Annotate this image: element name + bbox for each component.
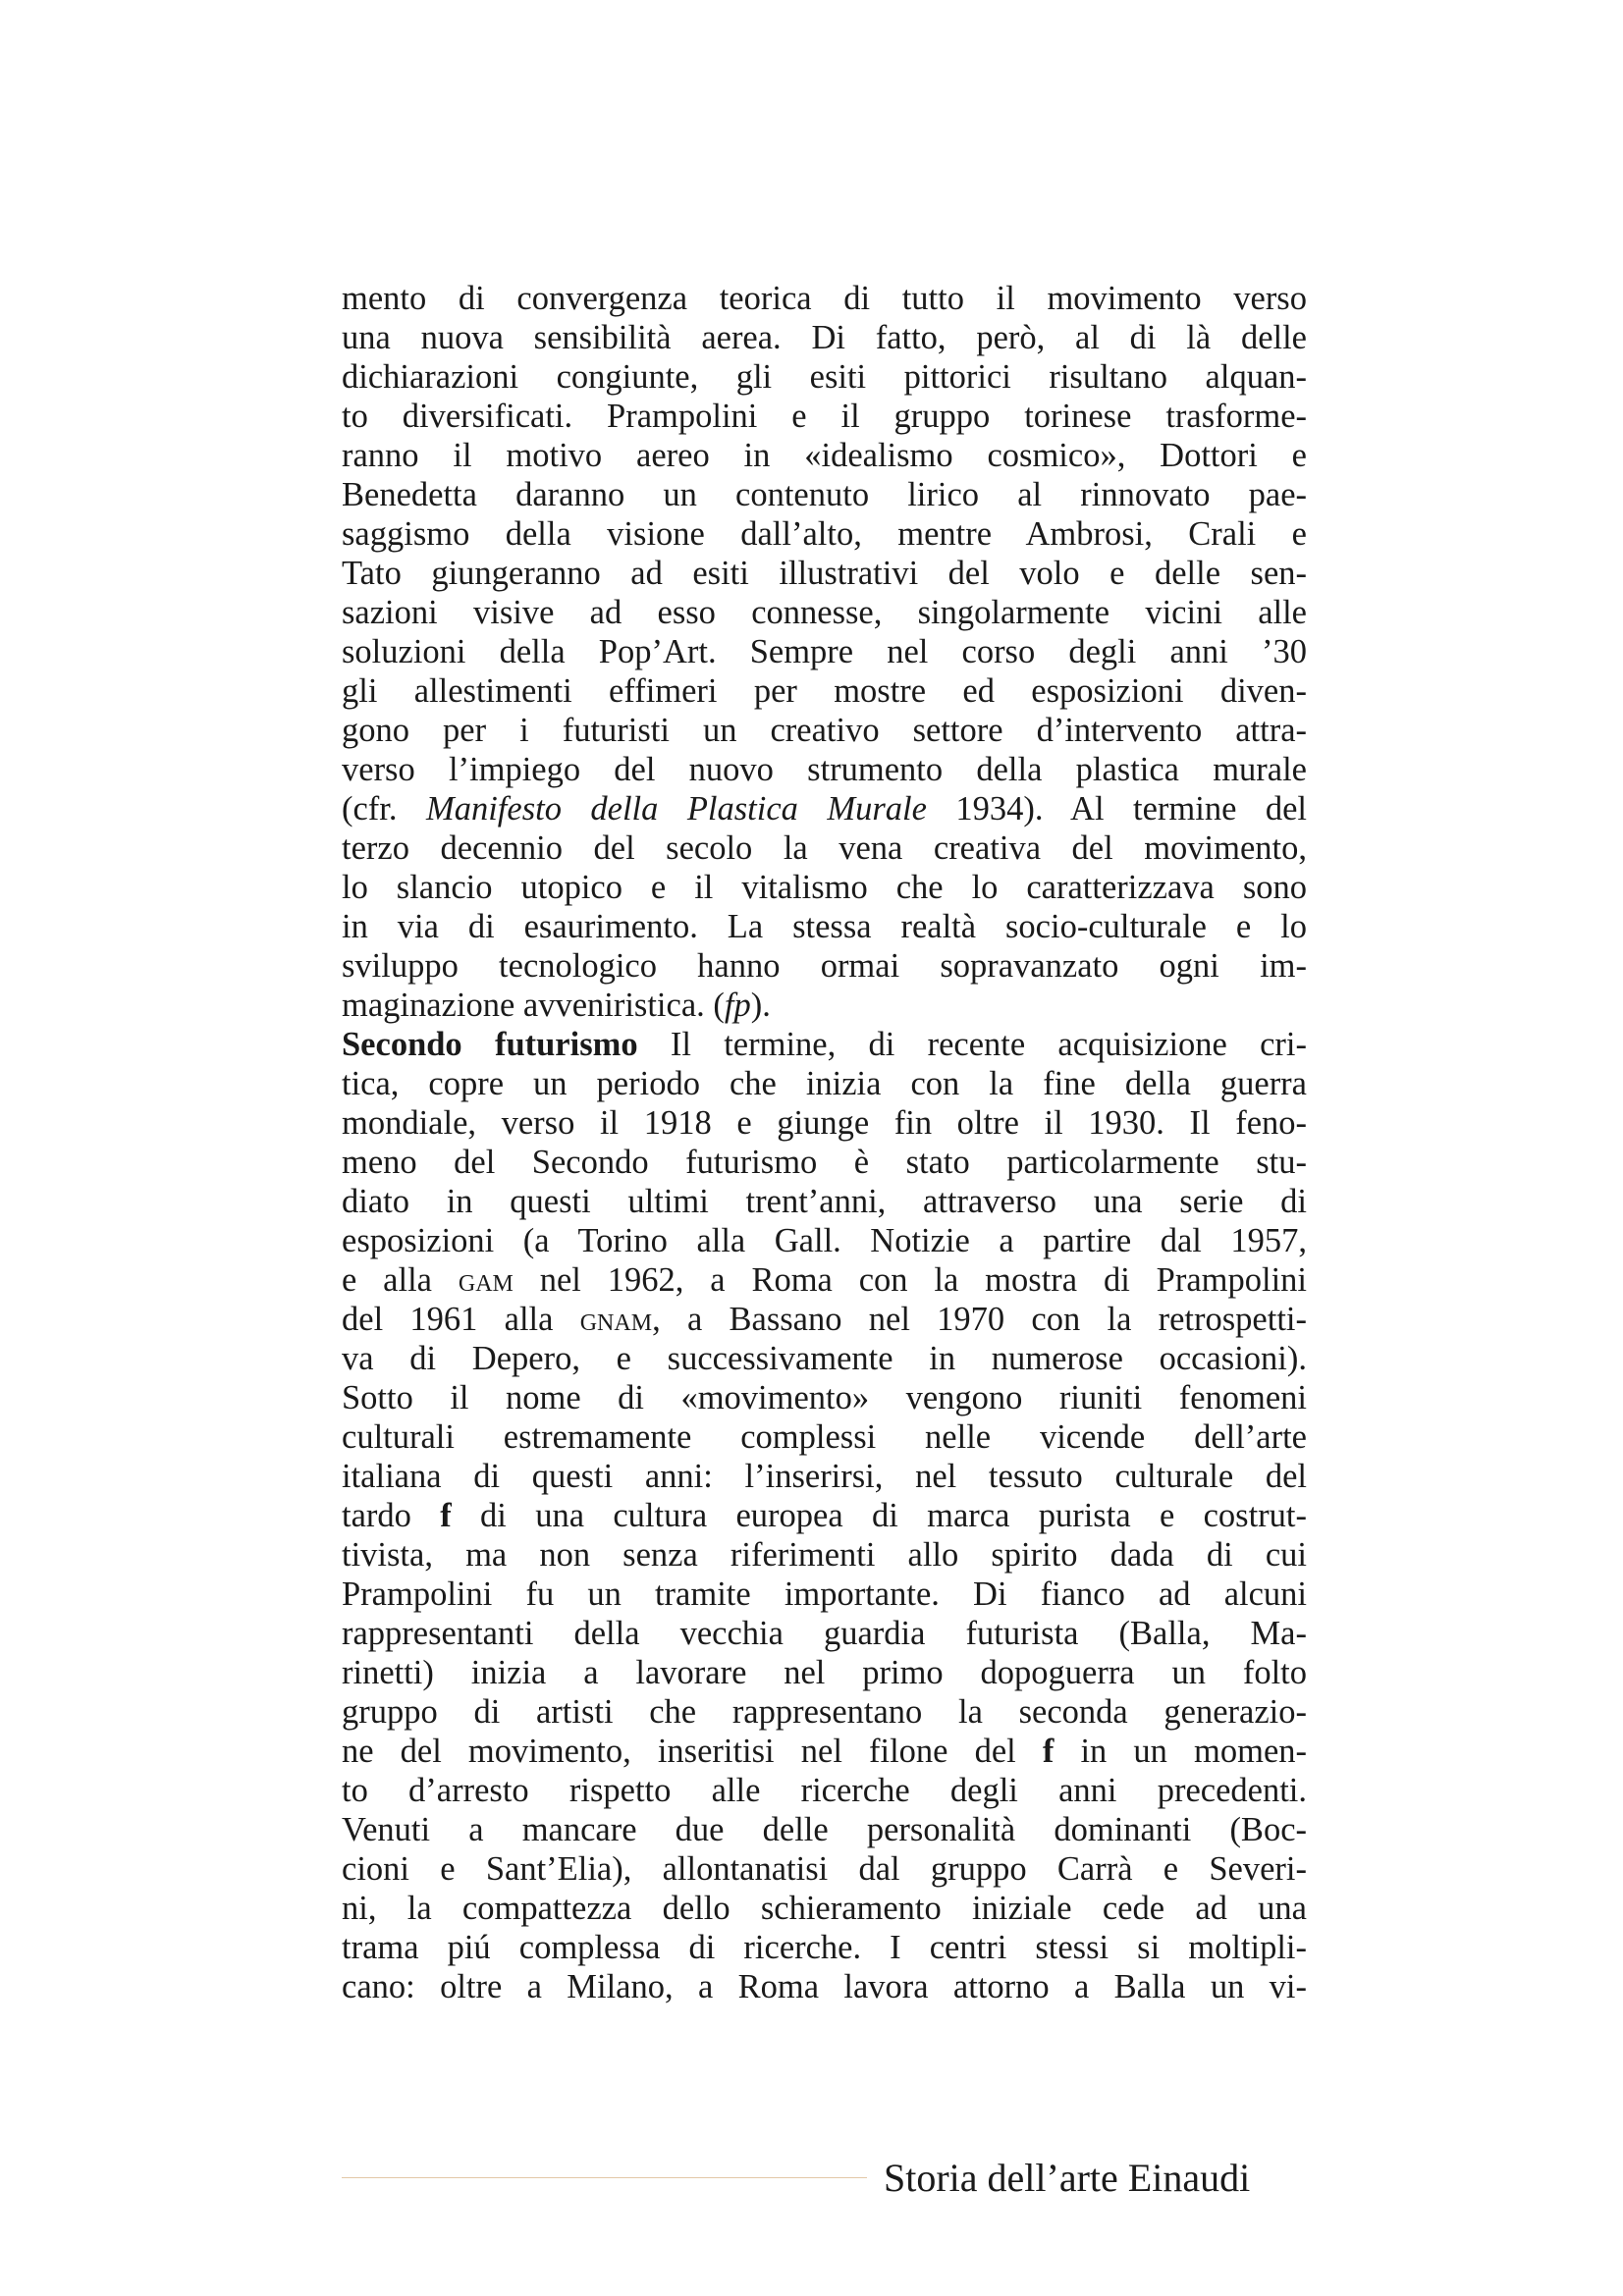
text-line [342, 1967, 1307, 2006]
text-line [342, 475, 1307, 514]
text-run: in via di esaurimento. La stessa realtà socio-culturale e lo [342, 908, 1307, 945]
text-line [342, 1496, 1307, 1535]
text-run: Il termine, di recente acquisizione cri- [637, 1026, 1307, 1063]
text-run: esposizioni (a Torino alla Gall. Notizie a partire dal 1957, [342, 1222, 1307, 1259]
text-line [342, 1732, 1307, 1771]
text-run: 1934). Al termine del [926, 790, 1307, 828]
text-line [342, 711, 1307, 750]
text-run: sviluppo tecnologico hanno ormai sopravanzato ogni im- [342, 947, 1307, 985]
text-run: gruppo di artisti che rappresentano la seconda generazio- [342, 1693, 1307, 1731]
text-run: diato in questi ultimi trent’anni, attraverso una serie di [342, 1183, 1307, 1220]
text-line [342, 1025, 1307, 1064]
text-run: e alla [342, 1261, 459, 1299]
text-line [342, 397, 1307, 436]
body-text [342, 279, 1307, 2006]
text-run: Prampolini fu un tramite importante. Di fianco ad alcuni [342, 1575, 1307, 1613]
text-line [342, 1692, 1307, 1732]
text-line [342, 868, 1307, 907]
text-line [342, 1064, 1307, 1103]
text-run: terzo decennio del secolo la vena creativa del movimento, [342, 829, 1307, 867]
text-run: del 1961 alla [342, 1301, 580, 1338]
text-run: dichiarazioni congiunte, gli esiti pittorici risultano alquan- [342, 358, 1307, 396]
text-line [342, 1143, 1307, 1182]
text-line [342, 1928, 1307, 1967]
text-run: tica, copre un periodo che inizia con la fine della guerra [342, 1065, 1307, 1102]
text-run: to d’arresto rispetto alle ricerche degli anni precedenti. [342, 1772, 1307, 1809]
text-run: gono per i futuristi un creativo settore d’intervento attra- [342, 712, 1307, 749]
text-run: ni, la compattezza dello schieramento iniziale cede ad una [342, 1890, 1307, 1927]
text-run: rinetti) inizia a lavorare nel primo dopoguerra un folto [342, 1654, 1307, 1691]
text-line [342, 750, 1307, 789]
text-line [342, 279, 1307, 318]
text-run: culturali estremamente complessi nelle vicende dell’arte [342, 1418, 1307, 1456]
text-run: Tato giungeranno ad esiti illustrativi del volo e delle sen- [342, 555, 1307, 592]
text-run: una nuova sensibilità aerea. Di fatto, però, al di là delle [342, 319, 1307, 356]
text-line [342, 357, 1307, 397]
text-run: in un momen- [1054, 1733, 1307, 1770]
text-run: Sotto il nome di «movimento» vengono riuniti fenomeni [342, 1379, 1307, 1416]
text-line [342, 1182, 1307, 1221]
text-line [342, 1849, 1307, 1889]
text-run: Benedetta daranno un contenuto lirico al rinnovato pae- [342, 476, 1307, 513]
footer-rule [342, 2177, 867, 2178]
text-line [342, 907, 1307, 946]
text-line [342, 436, 1307, 475]
text-line [342, 1300, 1307, 1339]
text-run: maginazione avveniristica. ( [342, 987, 725, 1024]
text-run: (cfr. [342, 790, 426, 828]
italic-text: fp [724, 987, 751, 1024]
text-run: gli allestimenti effimeri per mostre ed esposizioni diven- [342, 672, 1307, 710]
text-run: tardo [342, 1497, 441, 1534]
text-line [342, 1535, 1307, 1575]
text-line [342, 828, 1307, 868]
text-run: tivista, ma non senza riferimenti allo spirito dada di cui [342, 1536, 1307, 1574]
text-run: mento di convergenza teorica di tutto il movimento verso [342, 280, 1307, 317]
text-run: sazioni visive ad esso connesse, singolarmente vicini alle [342, 594, 1307, 631]
text-run: italiana di questi anni: l’inserirsi, nel tessuto culturale del [342, 1458, 1307, 1495]
text-line [342, 1771, 1307, 1810]
text-run: soluzioni della Pop’Art. Sempre nel corso degli anni ’30 [342, 633, 1307, 670]
text-line [342, 554, 1307, 593]
text-line [342, 632, 1307, 671]
text-line [342, 1614, 1307, 1653]
bold-term: Secondo futurismo [342, 1026, 638, 1063]
text-line [342, 318, 1307, 357]
text-run: nel 1962, a Roma con la mostra di Prampolini [513, 1261, 1307, 1299]
text-run: meno del Secondo futurismo è stato particolarmente stu- [342, 1144, 1307, 1181]
text-run: trama piú complessa di ricerche. I centri stessi si moltipli- [342, 1929, 1307, 1966]
text-line [342, 1378, 1307, 1417]
text-line [342, 946, 1307, 986]
text-line [342, 514, 1307, 554]
text-run: Venuti a mancare due delle personalità dominanti (Boc- [342, 1811, 1307, 1848]
text-line [342, 1457, 1307, 1496]
text-line [342, 1653, 1307, 1692]
text-run: verso l’impiego del nuovo strumento della plastica murale [342, 751, 1307, 788]
text-line [342, 671, 1307, 711]
text-line [342, 986, 1307, 1025]
text-run: ranno il motivo aereo in «idealismo cosmico», Dottori e [342, 437, 1307, 474]
text-run: va di Depero, e successivamente in numerose occasioni). [342, 1340, 1307, 1377]
text-run: di una cultura europea di marca purista e costrut- [451, 1497, 1307, 1534]
text-line [342, 789, 1307, 828]
text-run: rappresentanti della vecchia guardia futurista (Balla, Ma- [342, 1615, 1307, 1652]
small-caps-text: gnam [579, 1301, 653, 1338]
text-run: mondiale, verso il 1918 e giunge fin oltre il 1930. Il feno- [342, 1104, 1307, 1142]
text-line [342, 1889, 1307, 1928]
text-line [342, 1103, 1307, 1143]
text-run: to diversificati. Prampolini e il gruppo torinese trasforme- [342, 398, 1307, 435]
text-run: cano: oltre a Milano, a Roma lavora attorno a Balla un vi- [342, 1968, 1307, 2005]
text-line [342, 593, 1307, 632]
text-line [342, 1575, 1307, 1614]
text-run: ne del movimento, inseritisi nel filone del [342, 1733, 1043, 1770]
text-line [342, 1810, 1307, 1849]
small-caps-text: gam [458, 1261, 514, 1299]
text-run: , a Bassano nel 1970 con la retrospetti- [652, 1301, 1307, 1338]
bold-term: f [1042, 1733, 1055, 1770]
text-line [342, 1260, 1307, 1300]
footer-title: Storia dell’arte Einaudi [884, 2156, 1251, 2200]
text-line [342, 1417, 1307, 1457]
text-run: ). [750, 987, 771, 1024]
text-run: lo slancio utopico e il vitalismo che lo caratterizzava sono [342, 869, 1307, 906]
bold-term: f [440, 1497, 452, 1534]
text-line [342, 1339, 1307, 1378]
italic-text: Manifesto della Plastica Murale [425, 790, 927, 828]
text-run: cioni e Sant’Elia), allontanatisi dal gruppo Carrà e Severi- [342, 1850, 1307, 1888]
text-run: saggismo della visione dall’alto, mentre Ambrosi, Crali e [342, 515, 1307, 553]
text-line [342, 1221, 1307, 1260]
